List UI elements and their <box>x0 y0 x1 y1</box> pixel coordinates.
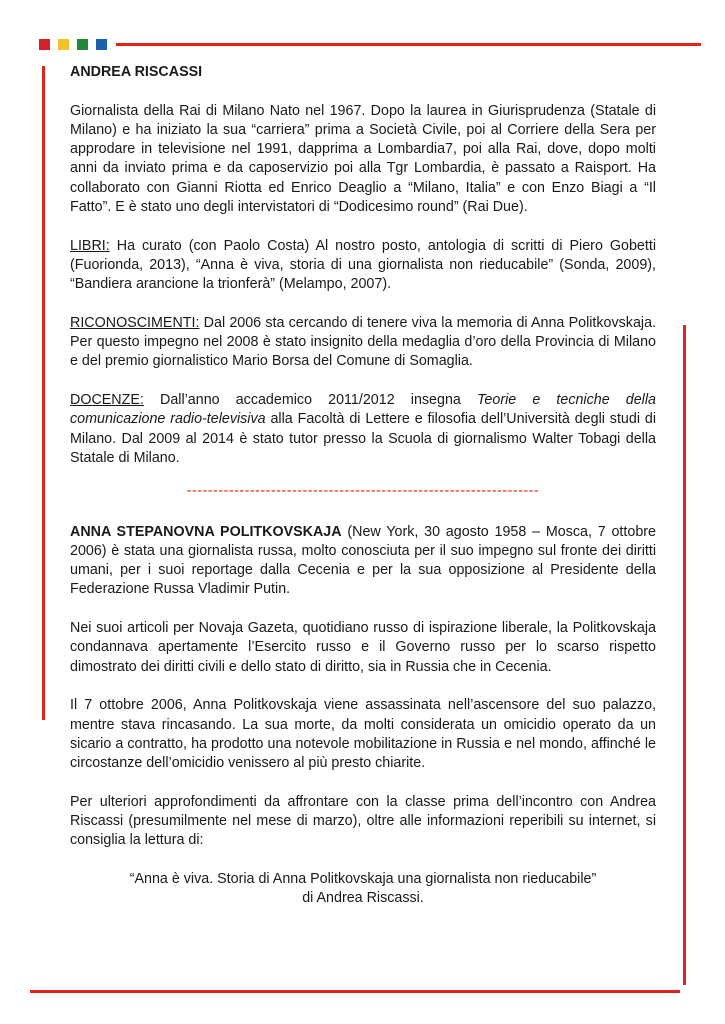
decor-square-green <box>77 39 88 50</box>
docenze-paragraph <box>70 391 656 468</box>
top-rule <box>116 43 701 46</box>
decor-square-blue <box>96 39 107 50</box>
anna-text-1: (New York, 30 agosto 1958 – Mosca, 7 ottobre 2006) è stata una giornalista russa, molto conosciuta per il suo impegno sul fronte dei diritti umani, per i suoi reportage dalla Cecenia e per la sua opposizione al Presidente della Federazione Russa Vladimir Putin. <box>70 523 656 598</box>
libri-label: LIBRI: <box>70 237 110 254</box>
anna-paragraph-1 <box>70 523 656 600</box>
section-separator: ------------------------------------------------------------------- <box>186 483 540 500</box>
bottom-rule <box>30 990 680 993</box>
bio-heading: ANDREA RISCASSI <box>70 64 203 80</box>
bio-text-1: Giornalista della Rai di Milano Nato nel 1967. Dopo la laurea in Giurisprudenza (Statale di Milano) e ha iniziato la sua “carriera” prima a Società Civile, poi al Corriere della Sera per approdare in televisione nel 1991, dapprima a Lombardia7, poi alla Rai, dove, dopo molti anni da inviato prima e da caposervizio poi alla Tgr Lombardia, è passato a Raisport. <box>70 102 656 177</box>
decor-square-red <box>39 39 50 50</box>
docenze-course-title: Teorie e tecniche della comunicazione radio-televisiva <box>70 392 656 428</box>
riconoscimenti-label: RICONOSCIMENTI: <box>70 314 200 331</box>
bio-paragraph-1 <box>70 102 656 218</box>
anna-heading: ANNA STEPANOVNA POLITKOVSKAJA <box>70 523 342 540</box>
docenze-text-1: Dall’anno accademico 2011/2012 insegna <box>143 392 477 409</box>
left-rule <box>42 66 45 720</box>
decor-square-yellow <box>58 39 69 50</box>
riconoscimenti-text: Dal 2006 sta cercando di tenere viva la memoria di Anna Politkovskaja. Per questo impegno nel 2008 è stato insignito della medaglia d’oro della Provincia di Milano e del premio giornalistico Mario Borsa del Comune di Somaglia. <box>70 314 656 370</box>
anna-paragraph-4: Per ulteriori approfondimenti da affrontare con la classe prima dell’incontro con Andrea Riscassi (presumilmente nel mese di marzo), oltre alle informazioni reperibili su internet, si consiglia la lettura di: <box>70 793 656 849</box>
book-title-quote: “Anna è viva. Storia di Anna Politkovskaja una giornalista non rieducabile” <box>129 870 597 887</box>
right-rule <box>683 325 686 985</box>
docenze-text-2: alla Facoltà di Lettere e filosofia dell’Università degli studi di Milano. Dal 2009 al 2014 è stato tutor presso la Scuola di giornalismo Walter Tobagi della Statale di Milano. <box>70 411 656 466</box>
libri-paragraph <box>70 237 656 295</box>
anna-paragraph-2: Nei suoi articoli per Novaja Gazeta, quotidiano russo di ispirazione liberale, la Politkovskaja condannava apertamente l’Esercito russo e il Governo russo per lo scarso rispetto dimostrato dei diritti civili e dello stato di diritto, sia in Russia che in Cecenia. <box>70 620 656 675</box>
anna-paragraph-3: Il 7 ottobre 2006, Anna Politkovskaja viene assassinata nell’ascensore del suo palazzo, mentre stava rincasando. La sua morte, da molti considerata un omicidio operato da un sicario a contratto, ha prodotto una notevole mobilitazione in Russia e nel mondo, affinché le circostanze dell’omicidio venissero al più presto chiarite. <box>70 697 656 772</box>
libri-text: Ha curato (con Paolo Costa) Al nostro posto, antologia di scritti di Piero Gobetti (Fuorionda, 2013), “Anna è viva, storia di una giornalista non rieducabile” (Sonda, 2009), “Bandiera arancione la trionferà” (Melampo, 2007). <box>70 237 656 293</box>
riconoscimenti-paragraph <box>70 314 656 372</box>
bio-text-2: Ha collaborato con Gianni Riotta ed Enrico Deaglio a “Milano, Italia” e con Enzo Biagi a “Il Fatto”. E è stato uno degli intervistatori di “Dodicesimo round” (Rai Due). <box>70 160 656 216</box>
book-author-line: di Andrea Riscassi. <box>302 890 424 907</box>
document-body <box>70 63 656 908</box>
docenze-label: DOCENZE: <box>70 392 144 409</box>
